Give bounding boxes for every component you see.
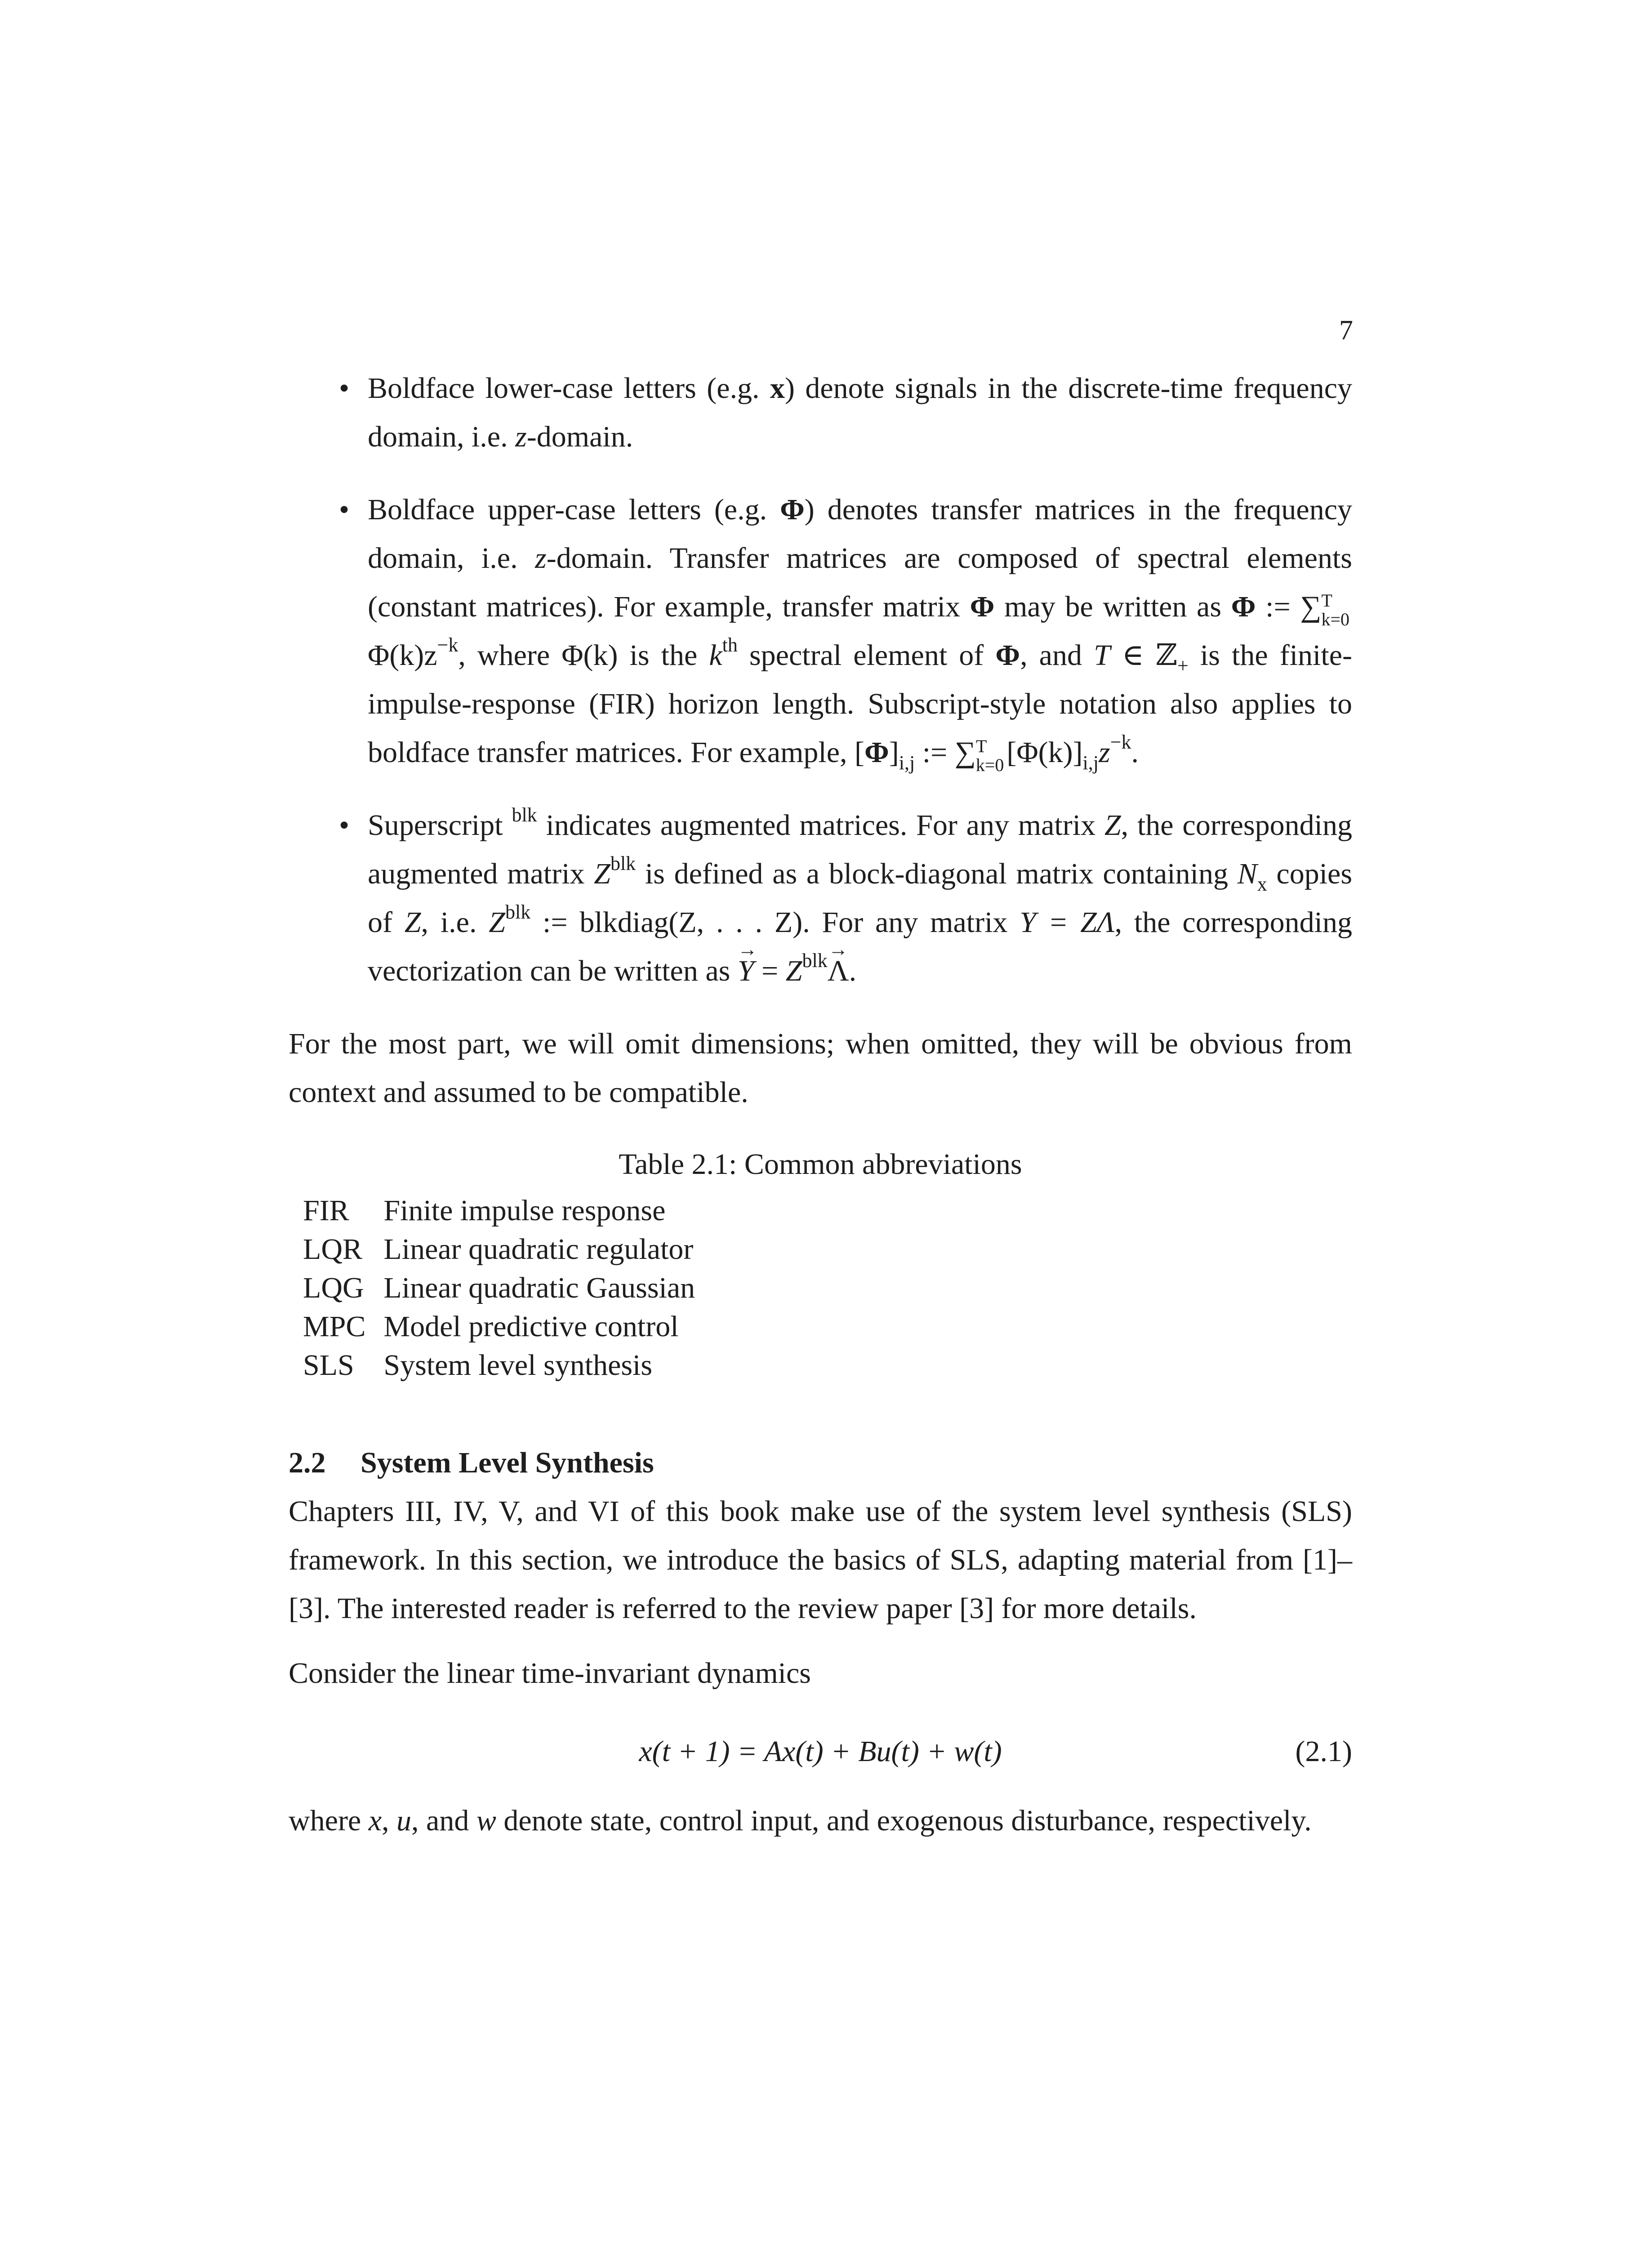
bullet-icon: • <box>339 809 350 842</box>
page-content <box>289 364 1352 1861</box>
bullet-text-uppercase: Boldface upper-case letters (e.g. Φ) denotes transfer matrices in the frequency domain, i.e. z-domain. Transfer matrices are composed of spectral elements (constant matrices). For example, transfer matrix Φ may be written as Φ := ∑ T k=0 $\Phi(k)z^{-k}$, where Φ(k) is the $k^{th}$ spectral element of Φ, and T ∈ ℤ$_+$ is the finite-impulse-response (FIR) horizon length. Subscript-style notation also applies to boldface transfer matrices. For example, $[\Phi]_{i,j}$ := ∑ T k=0 $[\Phi(k)]_{i,j}z^{-k}$. <box>368 493 1353 775</box>
notation-list <box>289 364 1352 995</box>
table-row <box>303 1269 713 1307</box>
table-caption: Table 2.1: Common abbreviations <box>619 1148 1022 1181</box>
meaning-cell: Linear quadratic regulator <box>383 1233 694 1266</box>
abbreviations-table <box>303 1191 713 1385</box>
equation-2-1 <box>289 1714 1352 1786</box>
meaning-cell: Finite impulse response <box>383 1194 666 1227</box>
paragraph-where: where x, u, and w denote state, control input, and exogenous disturbance, respectively. <box>289 1804 1312 1837</box>
table-row <box>303 1191 713 1230</box>
bullet-text-lowercase: Boldface lower-case letters (e.g. x) denote signals in the discrete-time frequency domain, i.e. z-domain. <box>368 372 1352 453</box>
meaning-cell: Linear quadratic Gaussian <box>383 1271 695 1304</box>
paragraph-consider: Consider the linear time-invariant dynamics <box>289 1657 811 1690</box>
abbr-cell: SLS <box>303 1349 354 1382</box>
abbr-cell: MPC <box>303 1310 366 1343</box>
equation-number: (2.1) <box>1295 1735 1352 1768</box>
section-heading <box>289 1439 1352 1487</box>
section-number: 2.2 <box>289 1446 326 1479</box>
paragraph-sls-intro: Chapters III, IV, V, and VI of this book make use of the system level synthesis (SLS) framework. In this section, we introduce the basics of SLS, adapting material from [1]–[3]. The interested reader is referred to the review paper [3] for more details. <box>289 1495 1352 1625</box>
section-title: System Level Synthesis <box>361 1446 654 1479</box>
abbr-cell: LQG <box>303 1271 364 1304</box>
bullet-text-superscript: Superscript $^{blk}$ indicates augmented matrices. For any matrix Z, the corresponding augmented matrix $Z^{blk}$ is defined as a block-diagonal matrix containing $N_x$ copies of Z, i.e. $Z^{blk}$ := blkdiag(Z, . . . Z). For any matrix Y = ZΛ, the corresponding vectorization can be written as → $Y = Z^{blk}\to \Lambda$. <box>368 801 1352 995</box>
list-item <box>289 801 1352 995</box>
list-item <box>289 486 1352 777</box>
abbr-cell: LQR <box>303 1233 362 1266</box>
paragraph-dimensions: For the most part, we will omit dimensions; when omitted, they will be obvious from context and assumed to be compatible. <box>289 1027 1352 1109</box>
table-row <box>303 1346 713 1385</box>
bullet-icon: • <box>339 493 350 526</box>
page-number: 7 <box>1339 315 1353 346</box>
meaning-cell: Model predictive control <box>383 1310 679 1343</box>
table-row <box>303 1307 713 1346</box>
list-item <box>289 364 1352 461</box>
table-row <box>303 1230 713 1269</box>
bullet-icon: • <box>339 372 350 405</box>
meaning-cell: System level synthesis <box>383 1349 653 1382</box>
abbr-cell: FIR <box>303 1194 349 1227</box>
equation-body: x(t + 1) = Ax(t) + Bu(t) + w(t) <box>639 1735 1002 1768</box>
